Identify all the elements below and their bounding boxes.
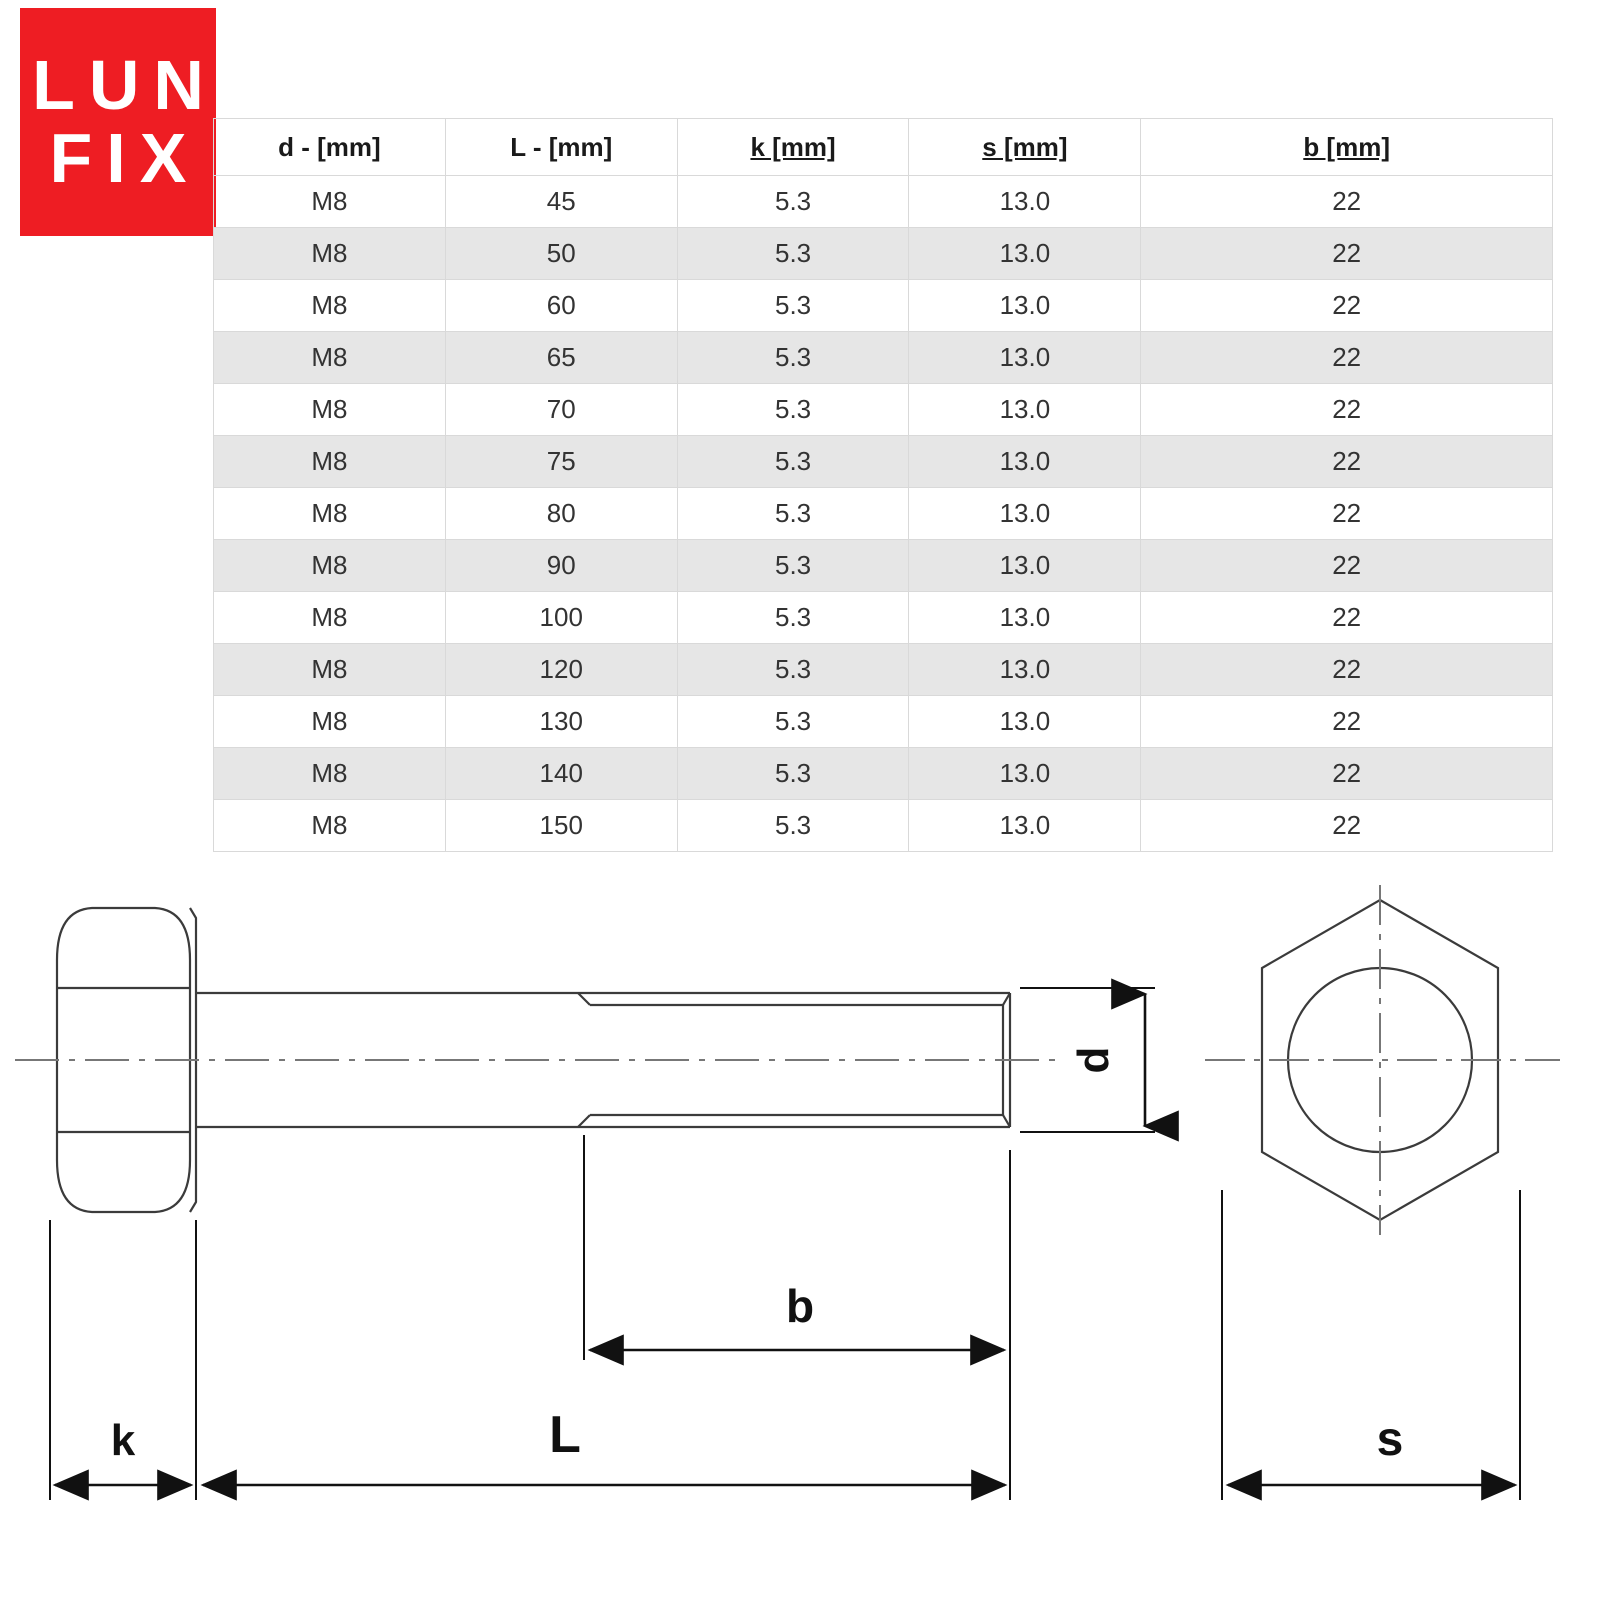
table-cell: M8 bbox=[214, 592, 446, 644]
logo-line-2: FIX bbox=[49, 119, 201, 197]
table-cell: 13.0 bbox=[909, 332, 1141, 384]
table-cell: 5.3 bbox=[677, 696, 909, 748]
table-cell: M8 bbox=[214, 488, 446, 540]
table-cell: 13.0 bbox=[909, 228, 1141, 280]
table-row bbox=[214, 540, 1553, 592]
table-cell: 13.0 bbox=[909, 436, 1141, 488]
table-row bbox=[214, 332, 1553, 384]
table-cell: 5.3 bbox=[677, 800, 909, 852]
table-cell: 5.3 bbox=[677, 748, 909, 800]
table-row bbox=[214, 228, 1553, 280]
table-cell: 100 bbox=[445, 592, 677, 644]
table-cell: 50 bbox=[445, 228, 677, 280]
table-cell: 13.0 bbox=[909, 176, 1141, 228]
table-cell: 13.0 bbox=[909, 592, 1141, 644]
table-cell: 5.3 bbox=[677, 384, 909, 436]
dimension-d bbox=[1069, 994, 1145, 1126]
table-cell: 80 bbox=[445, 488, 677, 540]
table-row bbox=[214, 696, 1553, 748]
table-cell: M8 bbox=[214, 696, 446, 748]
table-cell: 60 bbox=[445, 280, 677, 332]
table-cell: 13.0 bbox=[909, 644, 1141, 696]
dimension-label-b: b bbox=[785, 1280, 815, 1332]
technical-drawing bbox=[0, 860, 1600, 1600]
table-cell: 22 bbox=[1141, 280, 1553, 332]
table-cell: 130 bbox=[445, 696, 677, 748]
table-cell: M8 bbox=[214, 280, 446, 332]
table-cell: 13.0 bbox=[909, 696, 1141, 748]
table-row bbox=[214, 592, 1553, 644]
table-cell: 22 bbox=[1141, 644, 1553, 696]
dimension-s bbox=[1222, 1190, 1520, 1500]
dimension-label-s: s bbox=[1376, 1413, 1404, 1466]
table-cell: 5.3 bbox=[677, 228, 909, 280]
dimension-label-k: k bbox=[110, 1416, 136, 1465]
table-cell: M8 bbox=[214, 176, 446, 228]
table-cell: M8 bbox=[214, 540, 446, 592]
column-header-k: k [mm] bbox=[677, 119, 909, 176]
dimension-b bbox=[590, 1280, 1004, 1350]
table-cell: 5.3 bbox=[677, 436, 909, 488]
table-cell: 5.3 bbox=[677, 592, 909, 644]
table-cell: 5.3 bbox=[677, 332, 909, 384]
table-cell: 13.0 bbox=[909, 748, 1141, 800]
table-cell: 150 bbox=[445, 800, 677, 852]
table-cell: 140 bbox=[445, 748, 677, 800]
table-cell: 5.3 bbox=[677, 176, 909, 228]
table-cell: 22 bbox=[1141, 228, 1553, 280]
table-cell: 5.3 bbox=[677, 280, 909, 332]
table-cell: 22 bbox=[1141, 540, 1553, 592]
table-cell: 5.3 bbox=[677, 488, 909, 540]
column-header-d: d - [mm] bbox=[214, 119, 446, 176]
table-cell: 45 bbox=[445, 176, 677, 228]
table-cell: 5.3 bbox=[677, 540, 909, 592]
table-cell: 22 bbox=[1141, 800, 1553, 852]
table-cell: 13.0 bbox=[909, 540, 1141, 592]
table-cell: 22 bbox=[1141, 488, 1553, 540]
table-cell: 90 bbox=[445, 540, 677, 592]
table-cell: M8 bbox=[214, 436, 446, 488]
column-header-L: L - [mm] bbox=[445, 119, 677, 176]
table-cell: M8 bbox=[214, 644, 446, 696]
table-cell: 70 bbox=[445, 384, 677, 436]
table-cell: 22 bbox=[1141, 748, 1553, 800]
table-cell: M8 bbox=[214, 748, 446, 800]
table-cell: M8 bbox=[214, 384, 446, 436]
column-header-s: s [mm] bbox=[909, 119, 1141, 176]
table-cell: 13.0 bbox=[909, 280, 1141, 332]
specification-table bbox=[213, 118, 1553, 852]
table-row bbox=[214, 644, 1553, 696]
table-cell: 22 bbox=[1141, 332, 1553, 384]
table-cell: 13.0 bbox=[909, 800, 1141, 852]
brand-logo bbox=[20, 8, 216, 236]
table-cell: 75 bbox=[445, 436, 677, 488]
table-cell: M8 bbox=[214, 228, 446, 280]
table-cell: 13.0 bbox=[909, 384, 1141, 436]
table-row bbox=[214, 280, 1553, 332]
table-cell: 22 bbox=[1141, 696, 1553, 748]
table-cell: 5.3 bbox=[677, 644, 909, 696]
table-cell: 22 bbox=[1141, 176, 1553, 228]
dimension-label-L: L bbox=[549, 1406, 581, 1464]
table-cell: M8 bbox=[214, 800, 446, 852]
table-cell: 120 bbox=[445, 644, 677, 696]
table-row bbox=[214, 800, 1553, 852]
dimension-k bbox=[55, 1416, 191, 1485]
table-cell: 13.0 bbox=[909, 488, 1141, 540]
logo-line-1: LUN bbox=[32, 46, 218, 125]
dimension-extension-lines bbox=[50, 988, 1155, 1500]
dimension-L bbox=[203, 1406, 1005, 1485]
table-row bbox=[214, 436, 1553, 488]
column-header-b: b [mm] bbox=[1141, 119, 1553, 176]
table-cell: 65 bbox=[445, 332, 677, 384]
table-cell: 22 bbox=[1141, 592, 1553, 644]
table-cell: 22 bbox=[1141, 384, 1553, 436]
table-row bbox=[214, 488, 1553, 540]
dimension-label-d: d bbox=[1069, 1046, 1118, 1074]
table-header-row bbox=[214, 119, 1553, 176]
table-cell: M8 bbox=[214, 332, 446, 384]
table-row bbox=[214, 384, 1553, 436]
centerline-head bbox=[1205, 885, 1560, 1235]
table-row bbox=[214, 176, 1553, 228]
table-row bbox=[214, 748, 1553, 800]
table-cell: 22 bbox=[1141, 436, 1553, 488]
